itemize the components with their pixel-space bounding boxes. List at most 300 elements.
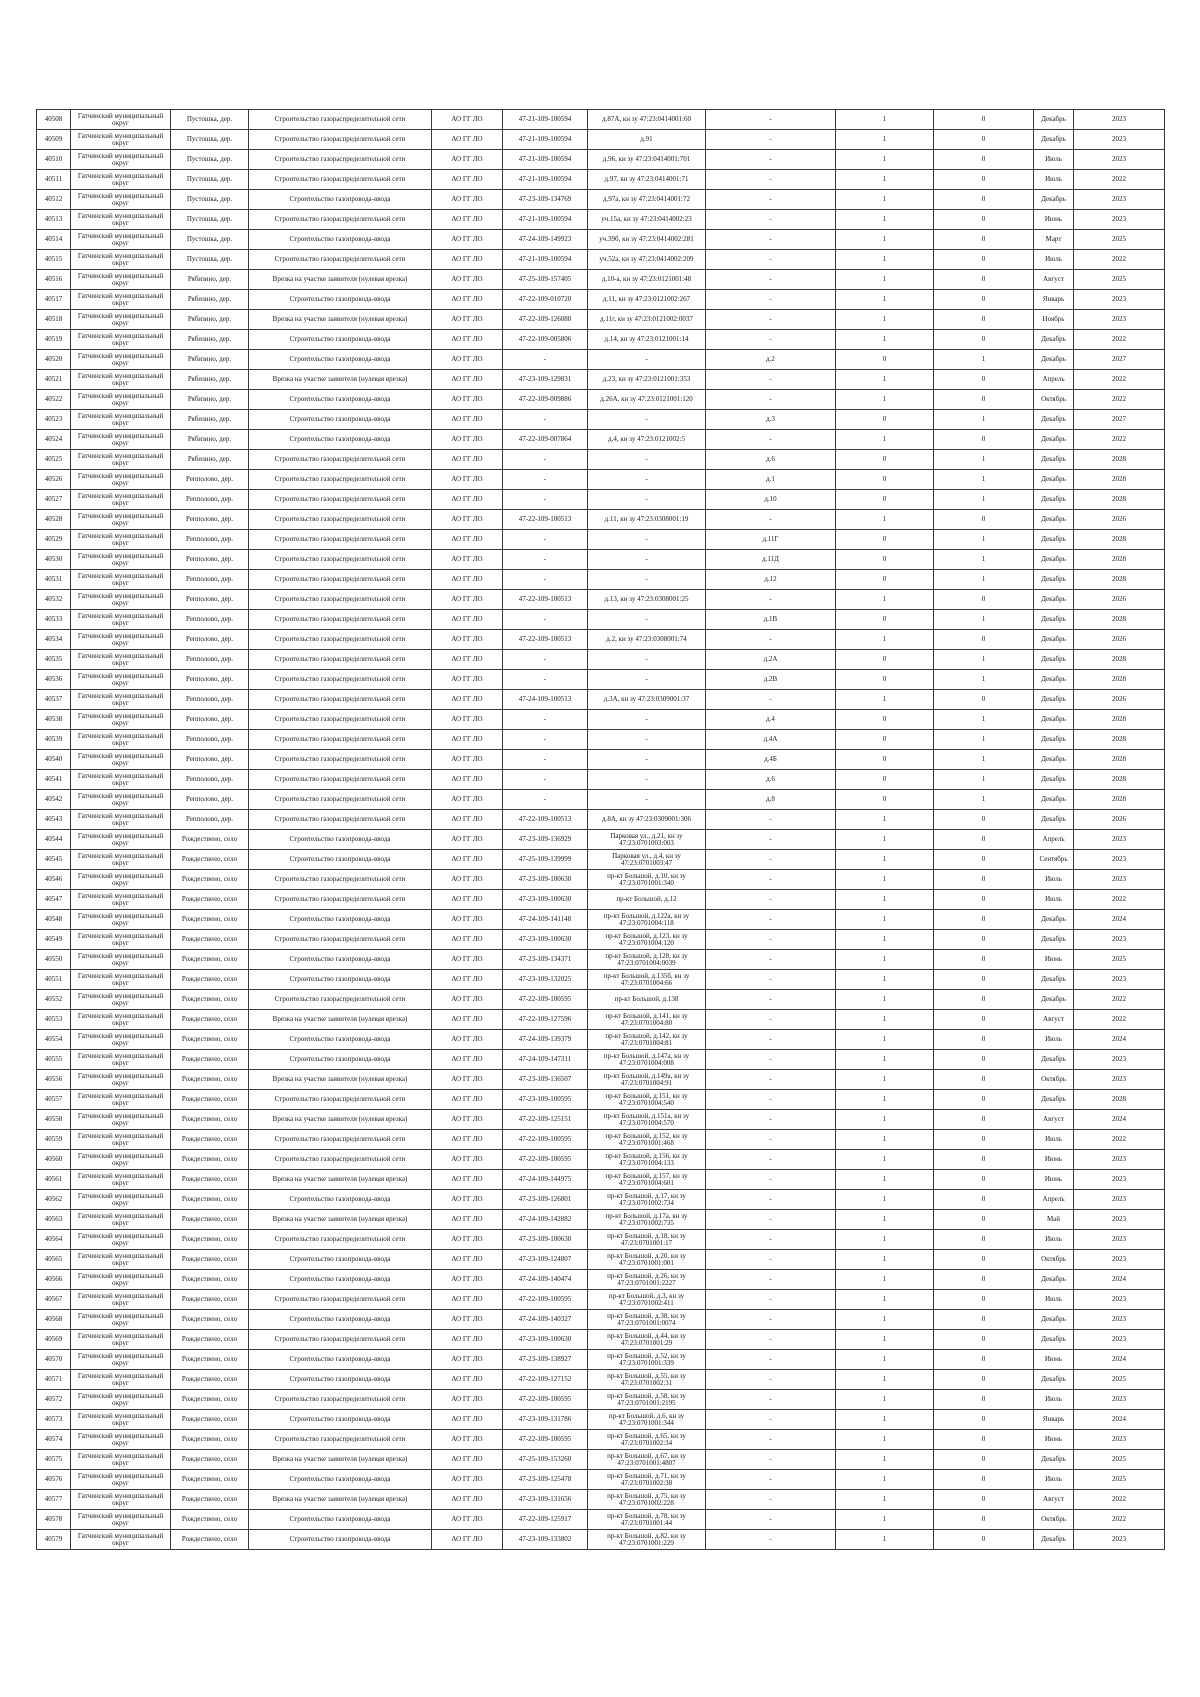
cell-month: Июль [1034, 1290, 1074, 1310]
cell-work-type: Строительство газораспределительной сети [249, 1390, 432, 1410]
cell-address-cadastral: - [588, 650, 706, 670]
cell-address-cadastral: д.26А, кн зу 47:23:0121001:120 [588, 390, 706, 410]
cell-settlement: Рябизино, дер. [171, 270, 249, 290]
table-row [37, 270, 1165, 290]
cell-settlement: Пустошка, дер. [171, 230, 249, 250]
cell-row-number: 40560 [37, 1150, 71, 1170]
cell-address: - [706, 590, 836, 610]
cell-municipality: Гатчинский муниципальный округ [71, 1290, 171, 1310]
cell-count-b: 0 [934, 1330, 1034, 1350]
cell-row-number: 40564 [37, 1230, 71, 1250]
cell-municipality: Гатчинский муниципальный округ [71, 1150, 171, 1170]
cell-municipality: Гатчинский муниципальный округ [71, 1230, 171, 1250]
cell-row-number: 40523 [37, 410, 71, 430]
table-row [37, 690, 1165, 710]
cell-contractor: АО ГГ ЛО [432, 410, 503, 430]
cell-contractor: АО ГГ ЛО [432, 930, 503, 950]
cell-contractor: АО ГГ ЛО [432, 590, 503, 610]
cell-address: д.3 [706, 410, 836, 430]
cell-count-b: 0 [934, 1030, 1034, 1050]
cell-row-number: 40551 [37, 970, 71, 990]
cell-contractor: АО ГГ ЛО [432, 210, 503, 230]
cell-count-a: 1 [836, 1050, 934, 1070]
cell-address: - [706, 1150, 836, 1170]
cell-municipality: Гатчинский муниципальный округ [71, 430, 171, 450]
cell-work-type: Строительство газораспределительной сети [249, 870, 432, 890]
cell-application-number: 47-24-109-144975 [503, 1170, 588, 1190]
cell-address-cadastral: - [588, 550, 706, 570]
cell-municipality: Гатчинский муниципальный округ [71, 1430, 171, 1450]
cell-address-cadastral: д.4, кн зу 47:23:0121002:5 [588, 430, 706, 450]
cell-count-b: 1 [934, 490, 1034, 510]
cell-count-b: 0 [934, 510, 1034, 530]
cell-address-cadastral: д.23, кн зу 47:23:0121001:353 [588, 370, 706, 390]
cell-month: Декабрь [1034, 350, 1074, 370]
cell-application-number: 47-23-109-136929 [503, 830, 588, 850]
cell-application-number: 47-24-109-147311 [503, 1050, 588, 1070]
cell-municipality: Гатчинский муниципальный округ [71, 1450, 171, 1470]
cell-address: - [706, 1030, 836, 1050]
cell-address-cadastral: - [588, 450, 706, 470]
cell-row-number: 40511 [37, 170, 71, 190]
cell-year: 2022 [1074, 1010, 1165, 1030]
cell-application-number: 47-21-109-100594 [503, 130, 588, 150]
cell-settlement: Рождествено, село [171, 1130, 249, 1150]
cell-settlement: Репполово, дер. [171, 690, 249, 710]
cell-application-number: - [503, 410, 588, 430]
cell-count-a: 1 [836, 1510, 934, 1530]
cell-contractor: АО ГГ ЛО [432, 170, 503, 190]
cell-count-b: 1 [934, 770, 1034, 790]
cell-year: 2022 [1074, 890, 1165, 910]
cell-count-a: 1 [836, 1290, 934, 1310]
cell-row-number: 40567 [37, 1290, 71, 1310]
cell-municipality: Гатчинский муниципальный округ [71, 930, 171, 950]
cell-municipality: Гатчинский муниципальный округ [71, 610, 171, 630]
cell-month: Июнь [1034, 1170, 1074, 1190]
cell-municipality: Гатчинский муниципальный округ [71, 690, 171, 710]
cell-settlement: Рождествено, село [171, 1330, 249, 1350]
cell-row-number: 40545 [37, 850, 71, 870]
cell-count-a: 1 [836, 930, 934, 950]
cell-address: - [706, 510, 836, 530]
cell-count-a: 1 [836, 170, 934, 190]
cell-address-cadastral: пр-кт Большой, д.149а, кн зу 47:23:0701004:91 [588, 1070, 706, 1090]
cell-count-a: 1 [836, 850, 934, 870]
cell-contractor: АО ГГ ЛО [432, 990, 503, 1010]
cell-work-type: Строительство газораспределительной сети [249, 710, 432, 730]
cell-row-number: 40510 [37, 150, 71, 170]
cell-count-a: 1 [836, 1530, 934, 1550]
cell-year: 2022 [1074, 430, 1165, 450]
cell-count-b: 0 [934, 130, 1034, 150]
cell-municipality: Гатчинский муниципальный округ [71, 130, 171, 150]
cell-address-cadastral: - [588, 790, 706, 810]
cell-address: - [706, 1050, 836, 1070]
cell-municipality: Гатчинский муниципальный округ [71, 730, 171, 750]
cell-year: 2023 [1074, 150, 1165, 170]
cell-count-a: 0 [836, 570, 934, 590]
cell-municipality: Гатчинский муниципальный округ [71, 410, 171, 430]
cell-year: 2028 [1074, 670, 1165, 690]
cell-settlement: Рождествено, село [171, 870, 249, 890]
cell-row-number: 40512 [37, 190, 71, 210]
cell-row-number: 40520 [37, 350, 71, 370]
cell-application-number: - [503, 770, 588, 790]
cell-row-number: 40529 [37, 530, 71, 550]
cell-count-b: 1 [934, 670, 1034, 690]
cell-month: Декабрь [1034, 690, 1074, 710]
cell-address: - [706, 230, 836, 250]
cell-contractor: АО ГГ ЛО [432, 1130, 503, 1150]
cell-count-a: 1 [836, 1350, 934, 1370]
cell-year: 2023 [1074, 130, 1165, 150]
cell-address: - [706, 950, 836, 970]
cell-year: 2028 [1074, 790, 1165, 810]
cell-count-b: 0 [934, 1390, 1034, 1410]
cell-work-type: Строительство газораспределительной сети [249, 450, 432, 470]
cell-address-cadastral: д.91 [588, 130, 706, 150]
cell-count-a: 1 [836, 370, 934, 390]
cell-count-b: 0 [934, 1470, 1034, 1490]
cell-address: д.1В [706, 610, 836, 630]
cell-application-number: 47-24-109-149923 [503, 230, 588, 250]
cell-application-number: 47-22-109-100595 [503, 1390, 588, 1410]
cell-work-type: Врезка на участке заявителя (нулевая врезка) [249, 270, 432, 290]
cell-row-number: 40558 [37, 1110, 71, 1130]
cell-count-b: 0 [934, 890, 1034, 910]
cell-address-cadastral: пр-кт Большой, д.12 [588, 890, 706, 910]
cell-contractor: АО ГГ ЛО [432, 1190, 503, 1210]
cell-application-number: 47-22-109-010720 [503, 290, 588, 310]
cell-count-b: 0 [934, 290, 1034, 310]
cell-count-b: 0 [934, 1370, 1034, 1390]
cell-contractor: АО ГГ ЛО [432, 970, 503, 990]
cell-work-type: Строительство газопровода-ввода [249, 190, 432, 210]
cell-address-cadastral: пр-кт Большой, д.6, кн зу 47:23:0701001:344 [588, 1410, 706, 1430]
table-row [37, 290, 1165, 310]
cell-contractor: АО ГГ ЛО [432, 950, 503, 970]
cell-work-type: Строительство газораспределительной сети [249, 1290, 432, 1310]
table-row [37, 710, 1165, 730]
table-row [37, 510, 1165, 530]
cell-month: Декабрь [1034, 1270, 1074, 1290]
table-row [37, 250, 1165, 270]
cell-year: 2023 [1074, 870, 1165, 890]
cell-settlement: Рождествено, село [171, 830, 249, 850]
cell-address-cadastral: пр-кт Большой, д.10, кн зу 47:23:0701001:340 [588, 870, 706, 890]
cell-contractor: АО ГГ ЛО [432, 1530, 503, 1550]
cell-count-b: 0 [934, 1110, 1034, 1130]
cell-row-number: 40516 [37, 270, 71, 290]
cell-count-a: 1 [836, 110, 934, 130]
cell-work-type: Строительство газопровода-ввода [249, 350, 432, 370]
cell-settlement: Рождествено, село [171, 1350, 249, 1370]
cell-address-cadastral: пр-кт Большой, д.52, кн зу 47:23:0701001:339 [588, 1350, 706, 1370]
cell-settlement: Рождествено, село [171, 1230, 249, 1250]
cell-count-b: 1 [934, 350, 1034, 370]
cell-settlement: Репполово, дер. [171, 590, 249, 610]
cell-work-type: Врезка на участке заявителя (нулевая врезка) [249, 370, 432, 390]
cell-address-cadastral: д.3А, кн зу 47:23:0309001:37 [588, 690, 706, 710]
cell-municipality: Гатчинский муниципальный округ [71, 1310, 171, 1330]
cell-application-number: - [503, 350, 588, 370]
cell-work-type: Строительство газораспределительной сети [249, 510, 432, 530]
cell-count-a: 1 [836, 1110, 934, 1130]
cell-address: - [706, 1450, 836, 1470]
cell-row-number: 40570 [37, 1350, 71, 1370]
cell-row-number: 40572 [37, 1390, 71, 1410]
cell-contractor: АО ГГ ЛО [432, 870, 503, 890]
cell-settlement: Репполово, дер. [171, 810, 249, 830]
cell-count-b: 1 [934, 410, 1034, 430]
cell-month: Декабрь [1034, 790, 1074, 810]
cell-address: - [706, 290, 836, 310]
cell-municipality: Гатчинский муниципальный округ [71, 830, 171, 850]
cell-count-a: 0 [836, 350, 934, 370]
cell-count-b: 0 [934, 850, 1034, 870]
cell-year: 2022 [1074, 250, 1165, 270]
cell-month: Декабрь [1034, 190, 1074, 210]
cell-row-number: 40559 [37, 1130, 71, 1150]
cell-count-a: 1 [836, 250, 934, 270]
cell-row-number: 40514 [37, 230, 71, 250]
cell-count-b: 0 [934, 150, 1034, 170]
cell-settlement: Рождествено, село [171, 1090, 249, 1110]
cell-municipality: Гатчинский муниципальный округ [71, 1470, 171, 1490]
cell-year: 2023 [1074, 830, 1165, 850]
table-row [37, 1030, 1165, 1050]
table-row [37, 1350, 1165, 1370]
cell-year: 2028 [1074, 450, 1165, 470]
cell-address: - [706, 870, 836, 890]
cell-address-cadastral: д.11, кн зу 47:23:0308001:19 [588, 510, 706, 530]
cell-contractor: АО ГГ ЛО [432, 1250, 503, 1270]
cell-municipality: Гатчинский муниципальный округ [71, 390, 171, 410]
cell-year: 2023 [1074, 290, 1165, 310]
cell-row-number: 40563 [37, 1210, 71, 1230]
cell-count-b: 0 [934, 1530, 1034, 1550]
cell-year: 2024 [1074, 1410, 1165, 1430]
cell-contractor: АО ГГ ЛО [432, 250, 503, 270]
cell-contractor: АО ГГ ЛО [432, 150, 503, 170]
cell-row-number: 40557 [37, 1090, 71, 1110]
table-row [37, 310, 1165, 330]
cell-application-number: 47-23-109-138927 [503, 1350, 588, 1370]
cell-application-number: 47-22-109-100513 [503, 510, 588, 530]
cell-count-b: 0 [934, 1410, 1034, 1430]
cell-settlement: Рябизино, дер. [171, 430, 249, 450]
cell-month: Декабрь [1034, 550, 1074, 570]
cell-contractor: АО ГГ ЛО [432, 790, 503, 810]
cell-work-type: Строительство газораспределительной сети [249, 1330, 432, 1350]
cell-municipality: Гатчинский муниципальный округ [71, 230, 171, 250]
cell-address-cadastral: пр-кт Большой, д.20, кн зу 47:23:0701001:001 [588, 1250, 706, 1270]
cell-year: 2025 [1074, 270, 1165, 290]
cell-row-number: 40533 [37, 610, 71, 630]
cell-month: Апрель [1034, 1190, 1074, 1210]
cell-settlement: Рождествено, село [171, 1370, 249, 1390]
cell-address: - [706, 970, 836, 990]
table-row [37, 1530, 1165, 1550]
cell-address-cadastral: д.8А, кн зу 47:23:0309001:306 [588, 810, 706, 830]
cell-count-b: 1 [934, 570, 1034, 590]
table-row [37, 1050, 1165, 1070]
table-row [37, 590, 1165, 610]
cell-count-b: 0 [934, 930, 1034, 950]
table-row [37, 1290, 1165, 1310]
cell-work-type: Строительство газораспределительной сети [249, 930, 432, 950]
cell-contractor: АО ГГ ЛО [432, 1090, 503, 1110]
cell-count-a: 1 [836, 130, 934, 150]
cell-contractor: АО ГГ ЛО [432, 490, 503, 510]
cell-settlement: Рождествено, село [171, 1430, 249, 1450]
cell-count-a: 1 [836, 1270, 934, 1290]
table-row [37, 1130, 1165, 1150]
cell-month: Ноябрь [1034, 310, 1074, 330]
cell-month: Декабрь [1034, 110, 1074, 130]
table-row [37, 1450, 1165, 1470]
cell-work-type: Строительство газораспределительной сети [249, 570, 432, 590]
cell-contractor: АО ГГ ЛО [432, 750, 503, 770]
cell-address: - [706, 170, 836, 190]
cell-count-b: 0 [934, 1430, 1034, 1450]
table-row [37, 1190, 1165, 1210]
cell-month: Июль [1034, 870, 1074, 890]
cell-count-b: 0 [934, 110, 1034, 130]
cell-count-a: 0 [836, 490, 934, 510]
cell-address-cadastral: пр-кт Большой, д.151, кн зу 47:23:0701004:540 [588, 1090, 706, 1110]
cell-work-type: Врезка на участке заявителя (нулевая врезка) [249, 1010, 432, 1030]
cell-month: Июль [1034, 1130, 1074, 1150]
cell-contractor: АО ГГ ЛО [432, 690, 503, 710]
cell-address-cadastral: пр-кт Большой, д.142, кн зу 47:23:0701004:81 [588, 1030, 706, 1050]
cell-address: - [706, 1490, 836, 1510]
cell-count-a: 0 [836, 450, 934, 470]
table-row [37, 1410, 1165, 1430]
cell-application-number: 47-23-109-134769 [503, 190, 588, 210]
cell-municipality: Гатчинский муниципальный округ [71, 310, 171, 330]
cell-month: Декабрь [1034, 1530, 1074, 1550]
cell-municipality: Гатчинский муниципальный округ [71, 330, 171, 350]
cell-address-cadastral: д.10-а, кн зу 47:23:0121001:48 [588, 270, 706, 290]
cell-count-b: 0 [934, 1090, 1034, 1110]
cell-work-type: Строительство газораспределительной сети [249, 790, 432, 810]
cell-contractor: АО ГГ ЛО [432, 910, 503, 930]
cell-row-number: 40568 [37, 1310, 71, 1330]
cell-year: 2024 [1074, 1110, 1165, 1130]
cell-row-number: 40569 [37, 1330, 71, 1350]
cell-count-a: 1 [836, 1490, 934, 1510]
cell-work-type: Строительство газопровода-ввода [249, 1270, 432, 1290]
table-row [37, 210, 1165, 230]
cell-work-type: Строительство газопровода-ввода [249, 1510, 432, 1530]
cell-address: - [706, 1510, 836, 1530]
cell-settlement: Пустошка, дер. [171, 190, 249, 210]
cell-address: д.4Б [706, 750, 836, 770]
cell-application-number: 47-25-109-153260 [503, 1450, 588, 1470]
cell-count-a: 1 [836, 810, 934, 830]
cell-settlement: Рождествено, село [171, 1010, 249, 1030]
cell-count-a: 1 [836, 1410, 934, 1430]
cell-month: Декабрь [1034, 330, 1074, 350]
cell-municipality: Гатчинский муниципальный округ [71, 570, 171, 590]
cell-count-a: 1 [836, 290, 934, 310]
cell-address-cadastral: пр-кт Большой, д.82, кн зу 47:23:0701001:229 [588, 1530, 706, 1550]
cell-contractor: АО ГГ ЛО [432, 270, 503, 290]
cell-contractor: АО ГГ ЛО [432, 1050, 503, 1070]
cell-application-number: 47-23-109-100630 [503, 870, 588, 890]
cell-row-number: 40546 [37, 870, 71, 890]
cell-application-number: 47-23-109-136507 [503, 1070, 588, 1090]
cell-application-number: - [503, 470, 588, 490]
cell-contractor: АО ГГ ЛО [432, 1010, 503, 1030]
cell-municipality: Гатчинский муниципальный округ [71, 650, 171, 670]
cell-address: - [706, 1530, 836, 1550]
cell-address: - [706, 110, 836, 130]
table-row [37, 810, 1165, 830]
cell-count-a: 1 [836, 1130, 934, 1150]
cell-address: - [706, 190, 836, 210]
table-row [37, 1070, 1165, 1090]
cell-row-number: 40525 [37, 450, 71, 470]
cell-contractor: АО ГГ ЛО [432, 730, 503, 750]
cell-application-number: 47-22-109-100513 [503, 810, 588, 830]
cell-address: - [706, 370, 836, 390]
cell-municipality: Гатчинский муниципальный округ [71, 250, 171, 270]
cell-application-number: 47-23-109-129831 [503, 370, 588, 390]
cell-contractor: АО ГГ ЛО [432, 330, 503, 350]
cell-work-type: Строительство газопровода-ввода [249, 1250, 432, 1270]
table-row [37, 410, 1165, 430]
cell-count-b: 0 [934, 910, 1034, 930]
cell-settlement: Репполово, дер. [171, 770, 249, 790]
cell-count-b: 0 [934, 990, 1034, 1010]
cell-month: Август [1034, 1110, 1074, 1130]
cell-work-type: Строительство газораспределительной сети [249, 550, 432, 570]
cell-contractor: АО ГГ ЛО [432, 430, 503, 450]
cell-application-number: - [503, 550, 588, 570]
cell-year: 2022 [1074, 1130, 1165, 1150]
cell-address: - [706, 130, 836, 150]
cell-application-number: - [503, 710, 588, 730]
cell-count-a: 1 [836, 690, 934, 710]
cell-year: 2023 [1074, 1250, 1165, 1270]
cell-row-number: 40561 [37, 1170, 71, 1190]
cell-year: 2023 [1074, 1330, 1165, 1350]
cell-work-type: Строительство газопровода-ввода [249, 430, 432, 450]
cell-work-type: Строительство газопровода-ввода [249, 950, 432, 970]
table-row [37, 170, 1165, 190]
cell-address: - [706, 930, 836, 950]
cell-contractor: АО ГГ ЛО [432, 390, 503, 410]
table-row [37, 1170, 1165, 1190]
cell-year: 2023 [1074, 1530, 1165, 1550]
cell-count-b: 0 [934, 390, 1034, 410]
table-row [37, 630, 1165, 650]
cell-count-b: 1 [934, 710, 1034, 730]
cell-application-number: 47-24-109-140327 [503, 1310, 588, 1330]
cell-count-b: 0 [934, 1310, 1034, 1330]
cell-year: 2028 [1074, 770, 1165, 790]
cell-count-b: 1 [934, 650, 1034, 670]
cell-month: Декабрь [1034, 1450, 1074, 1470]
cell-settlement: Рождествено, село [171, 970, 249, 990]
cell-settlement: Репполово, дер. [171, 570, 249, 590]
cell-count-b: 0 [934, 1490, 1034, 1510]
cell-row-number: 40553 [37, 1010, 71, 1030]
cell-application-number: - [503, 530, 588, 550]
